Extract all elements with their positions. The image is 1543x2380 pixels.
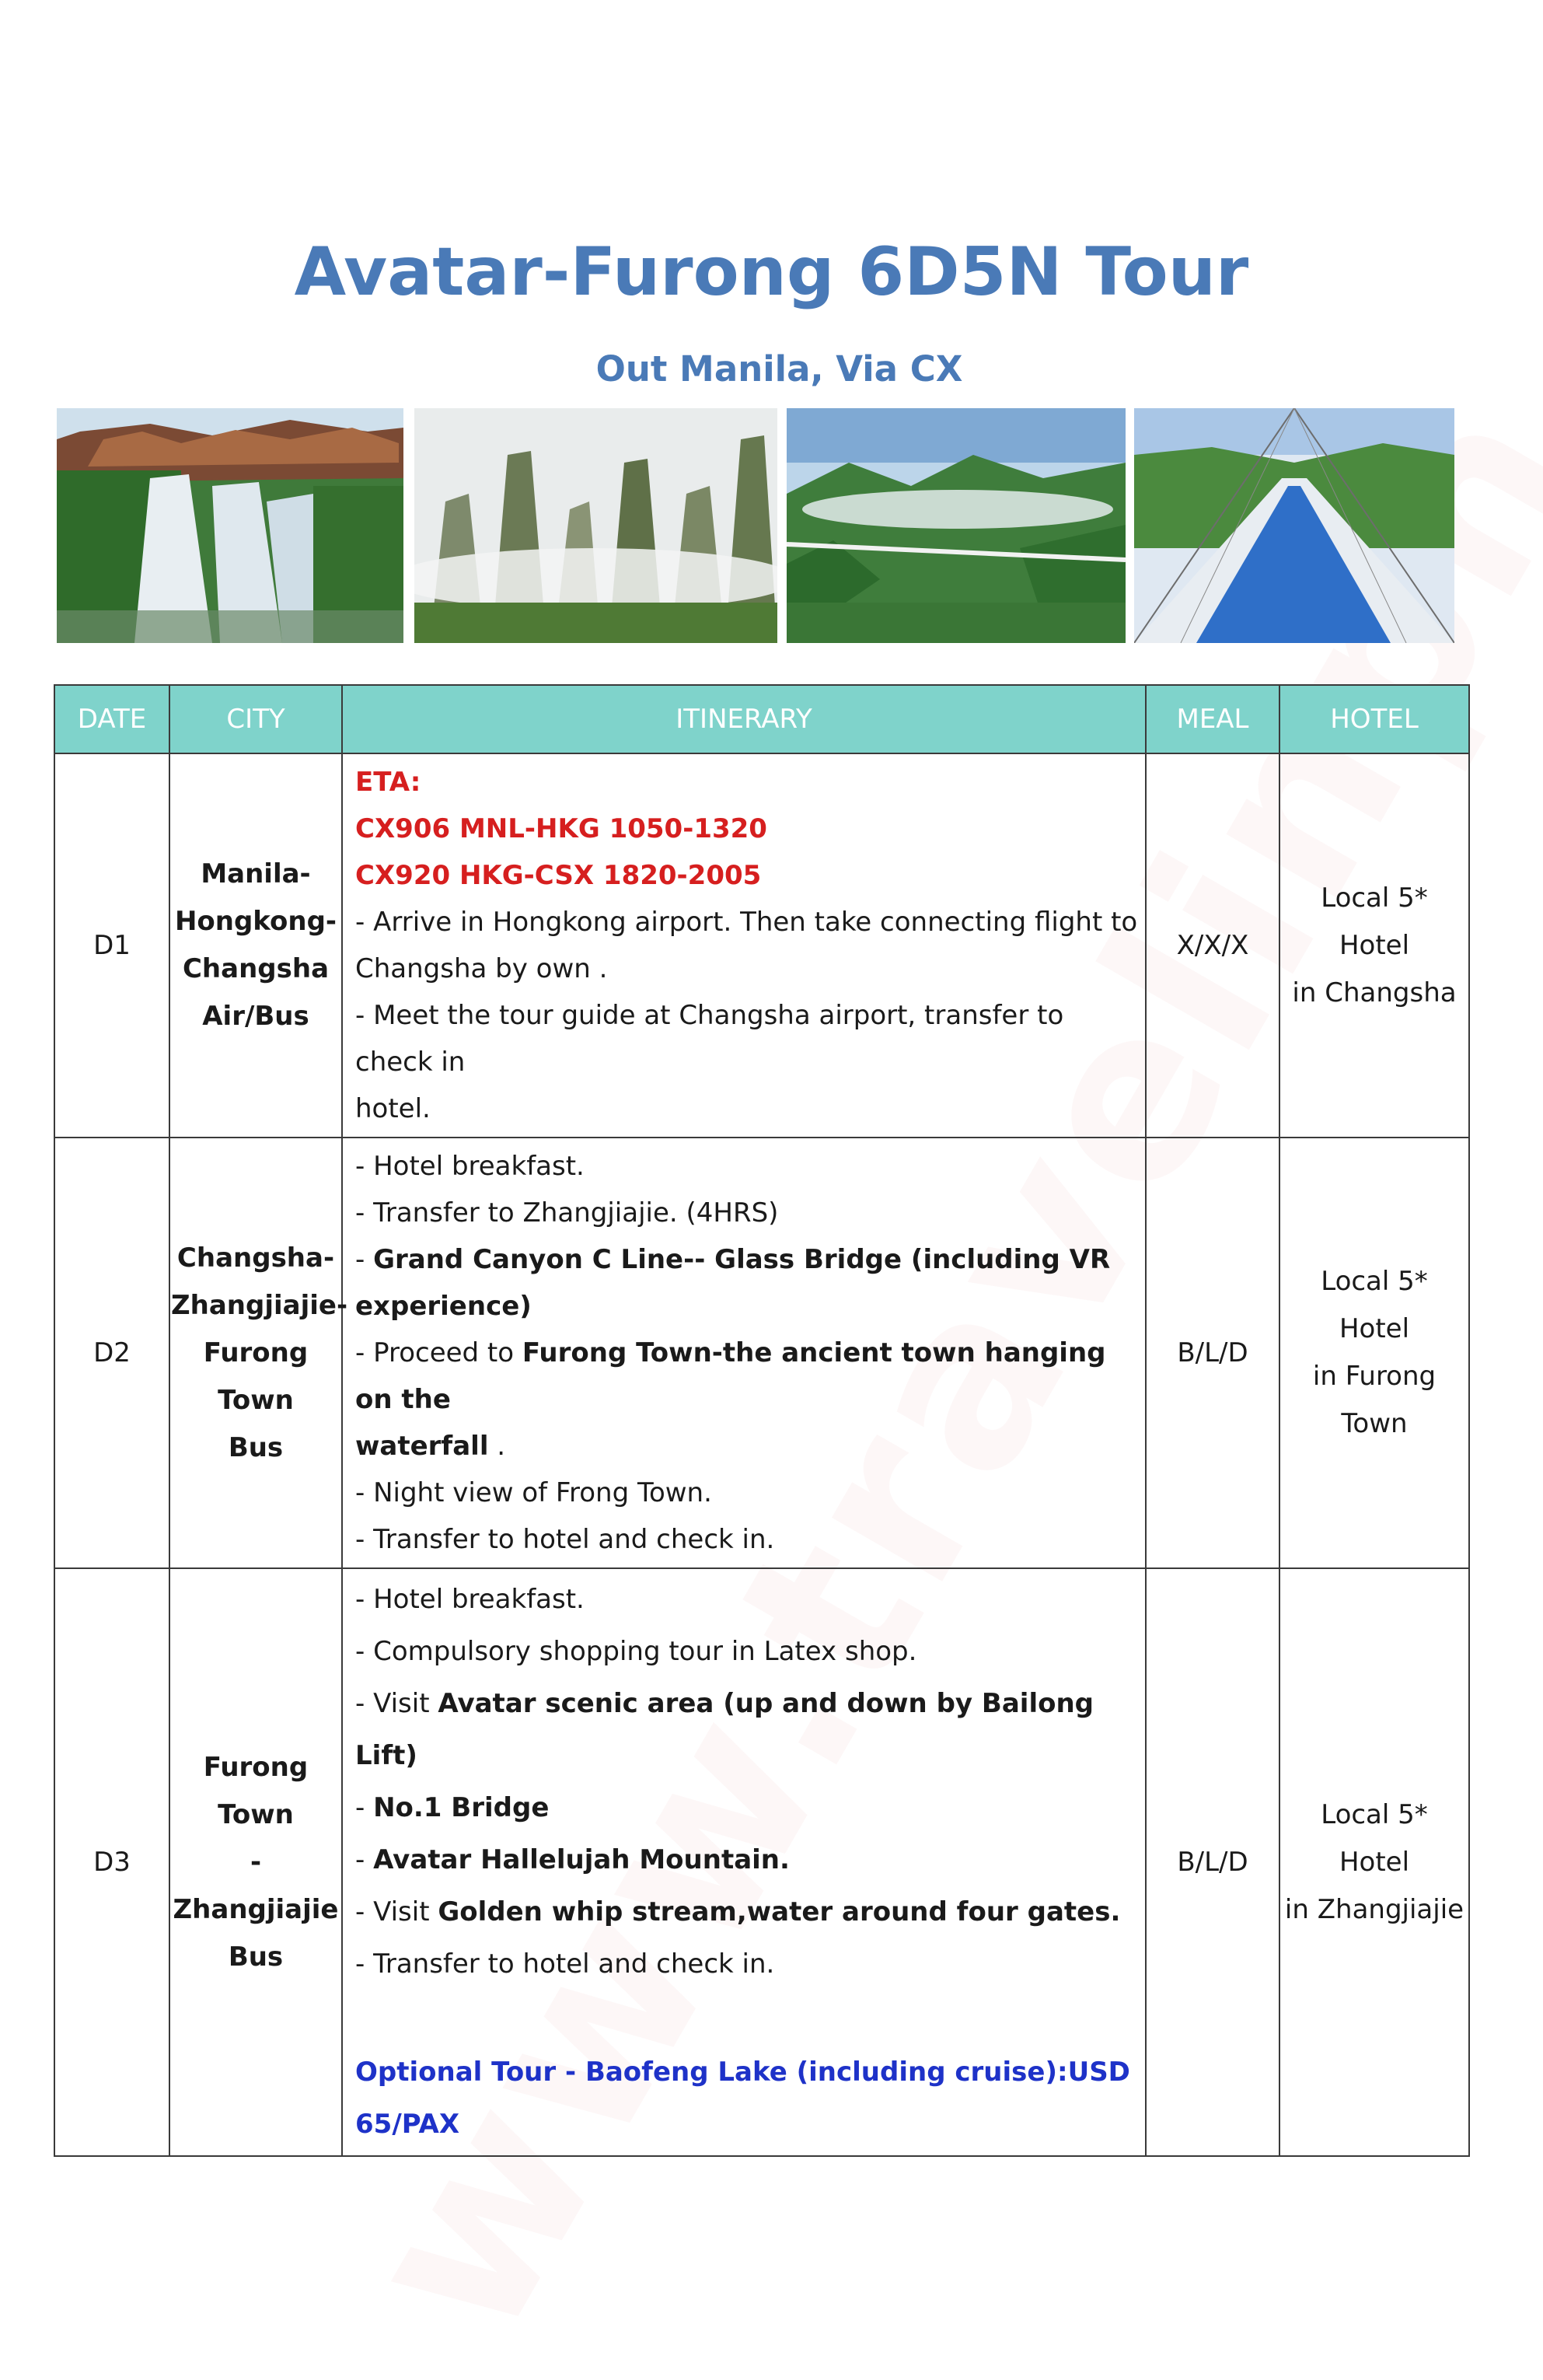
meal-cell: X/X/X	[1146, 753, 1279, 1138]
meal-cell: B/L/D	[1146, 1568, 1279, 2156]
header-date: DATE	[54, 685, 169, 753]
table-row	[54, 753, 1469, 1138]
page-subtitle: Out Manila, Via CX	[595, 348, 963, 390]
optional-tour-note: Optional Tour - Baofeng Lake (including cruise):USD 65/PAX	[355, 2057, 1130, 2140]
highlight-avatar-scenic: Avatar scenic area (up and down by Bailong Lift)	[355, 1688, 1094, 1771]
date-cell: D3	[54, 1568, 169, 2156]
itinerary-table	[54, 684, 1470, 2157]
header-meal: MEAL	[1146, 685, 1279, 753]
photo-glass-bridge-walkway	[1134, 408, 1454, 643]
hotel-cell: Local 5* Hotel in Zhangjiajie	[1279, 1568, 1469, 2156]
itinerary-cell: - Hotel breakfast. - Compulsory shopping tour in Latex shop. - Visit Avatar scenic area (up and down by Bailong Lift) - No.1 Bridge - Avatar Hallelujah Mountain. - Visit Golden whip stream,water around four gates. - Transfer to hotel and check in. Optional Tour - Baofeng Lake (including cruise):USD 65/PAX	[342, 1568, 1146, 2156]
table-row	[54, 1138, 1469, 1568]
table-header-row	[54, 685, 1469, 753]
itinerary-cell: - Hotel breakfast. - Transfer to Zhangjiajie. (4HRS) - Grand Canyon C Line-- Glass Bridge (including VR experience) - Proceed to Furong Town-the ancient town hanging on the waterfall . - Night view of Frong Town. - Transfer to hotel and check in.	[342, 1138, 1146, 1568]
photo-glass-bridge-canyon	[787, 408, 1126, 643]
city-cell: Changsha- Zhangjiajie- Furong Town Bus	[169, 1138, 342, 1568]
header-hotel: HOTEL	[1279, 685, 1469, 753]
hotel-cell: Local 5* Hotel in Changsha	[1279, 753, 1469, 1138]
header-itinerary: ITINERARY	[342, 685, 1146, 753]
eta-label: ETA:	[355, 767, 421, 798]
date-cell: D2	[54, 1138, 169, 1568]
highlight-glass-bridge: Grand Canyon C Line-- Glass Bridge (including VR	[373, 1244, 1111, 1275]
city-cell: Manila- Hongkong- Changsha Air/Bus	[169, 753, 342, 1138]
photo-avatar-peaks	[414, 408, 777, 643]
highlight-furong-town: Furong Town-the ancient town hanging on the	[355, 1337, 1106, 1415]
hotel-cell: Local 5* Hotel in Furong Town	[1279, 1138, 1469, 1568]
date-cell: D1	[54, 753, 169, 1138]
table-row	[54, 1568, 1469, 2156]
page-title: Avatar-Furong 6D5N Tour	[294, 233, 1249, 311]
meal-cell: B/L/D	[1146, 1138, 1279, 1568]
flight-outbound: CX906 MNL-HKG 1050-1320	[355, 813, 767, 844]
header-city: CITY	[169, 685, 342, 753]
itinerary-cell: ETA: CX906 MNL-HKG 1050-1320 CX920 HKG-CSX 1820-2005 - Arrive in Hongkong airport. Then take connecting flight to Changsha by own . - Meet the tour guide at Changsha airport, transfer to check in hotel.	[342, 753, 1146, 1138]
photo-waterfall-town	[57, 408, 403, 643]
city-cell: Furong Town -Zhangjiajie Bus	[169, 1568, 342, 2156]
flight-connecting: CX920 HKG-CSX 1820-2005	[355, 860, 762, 891]
